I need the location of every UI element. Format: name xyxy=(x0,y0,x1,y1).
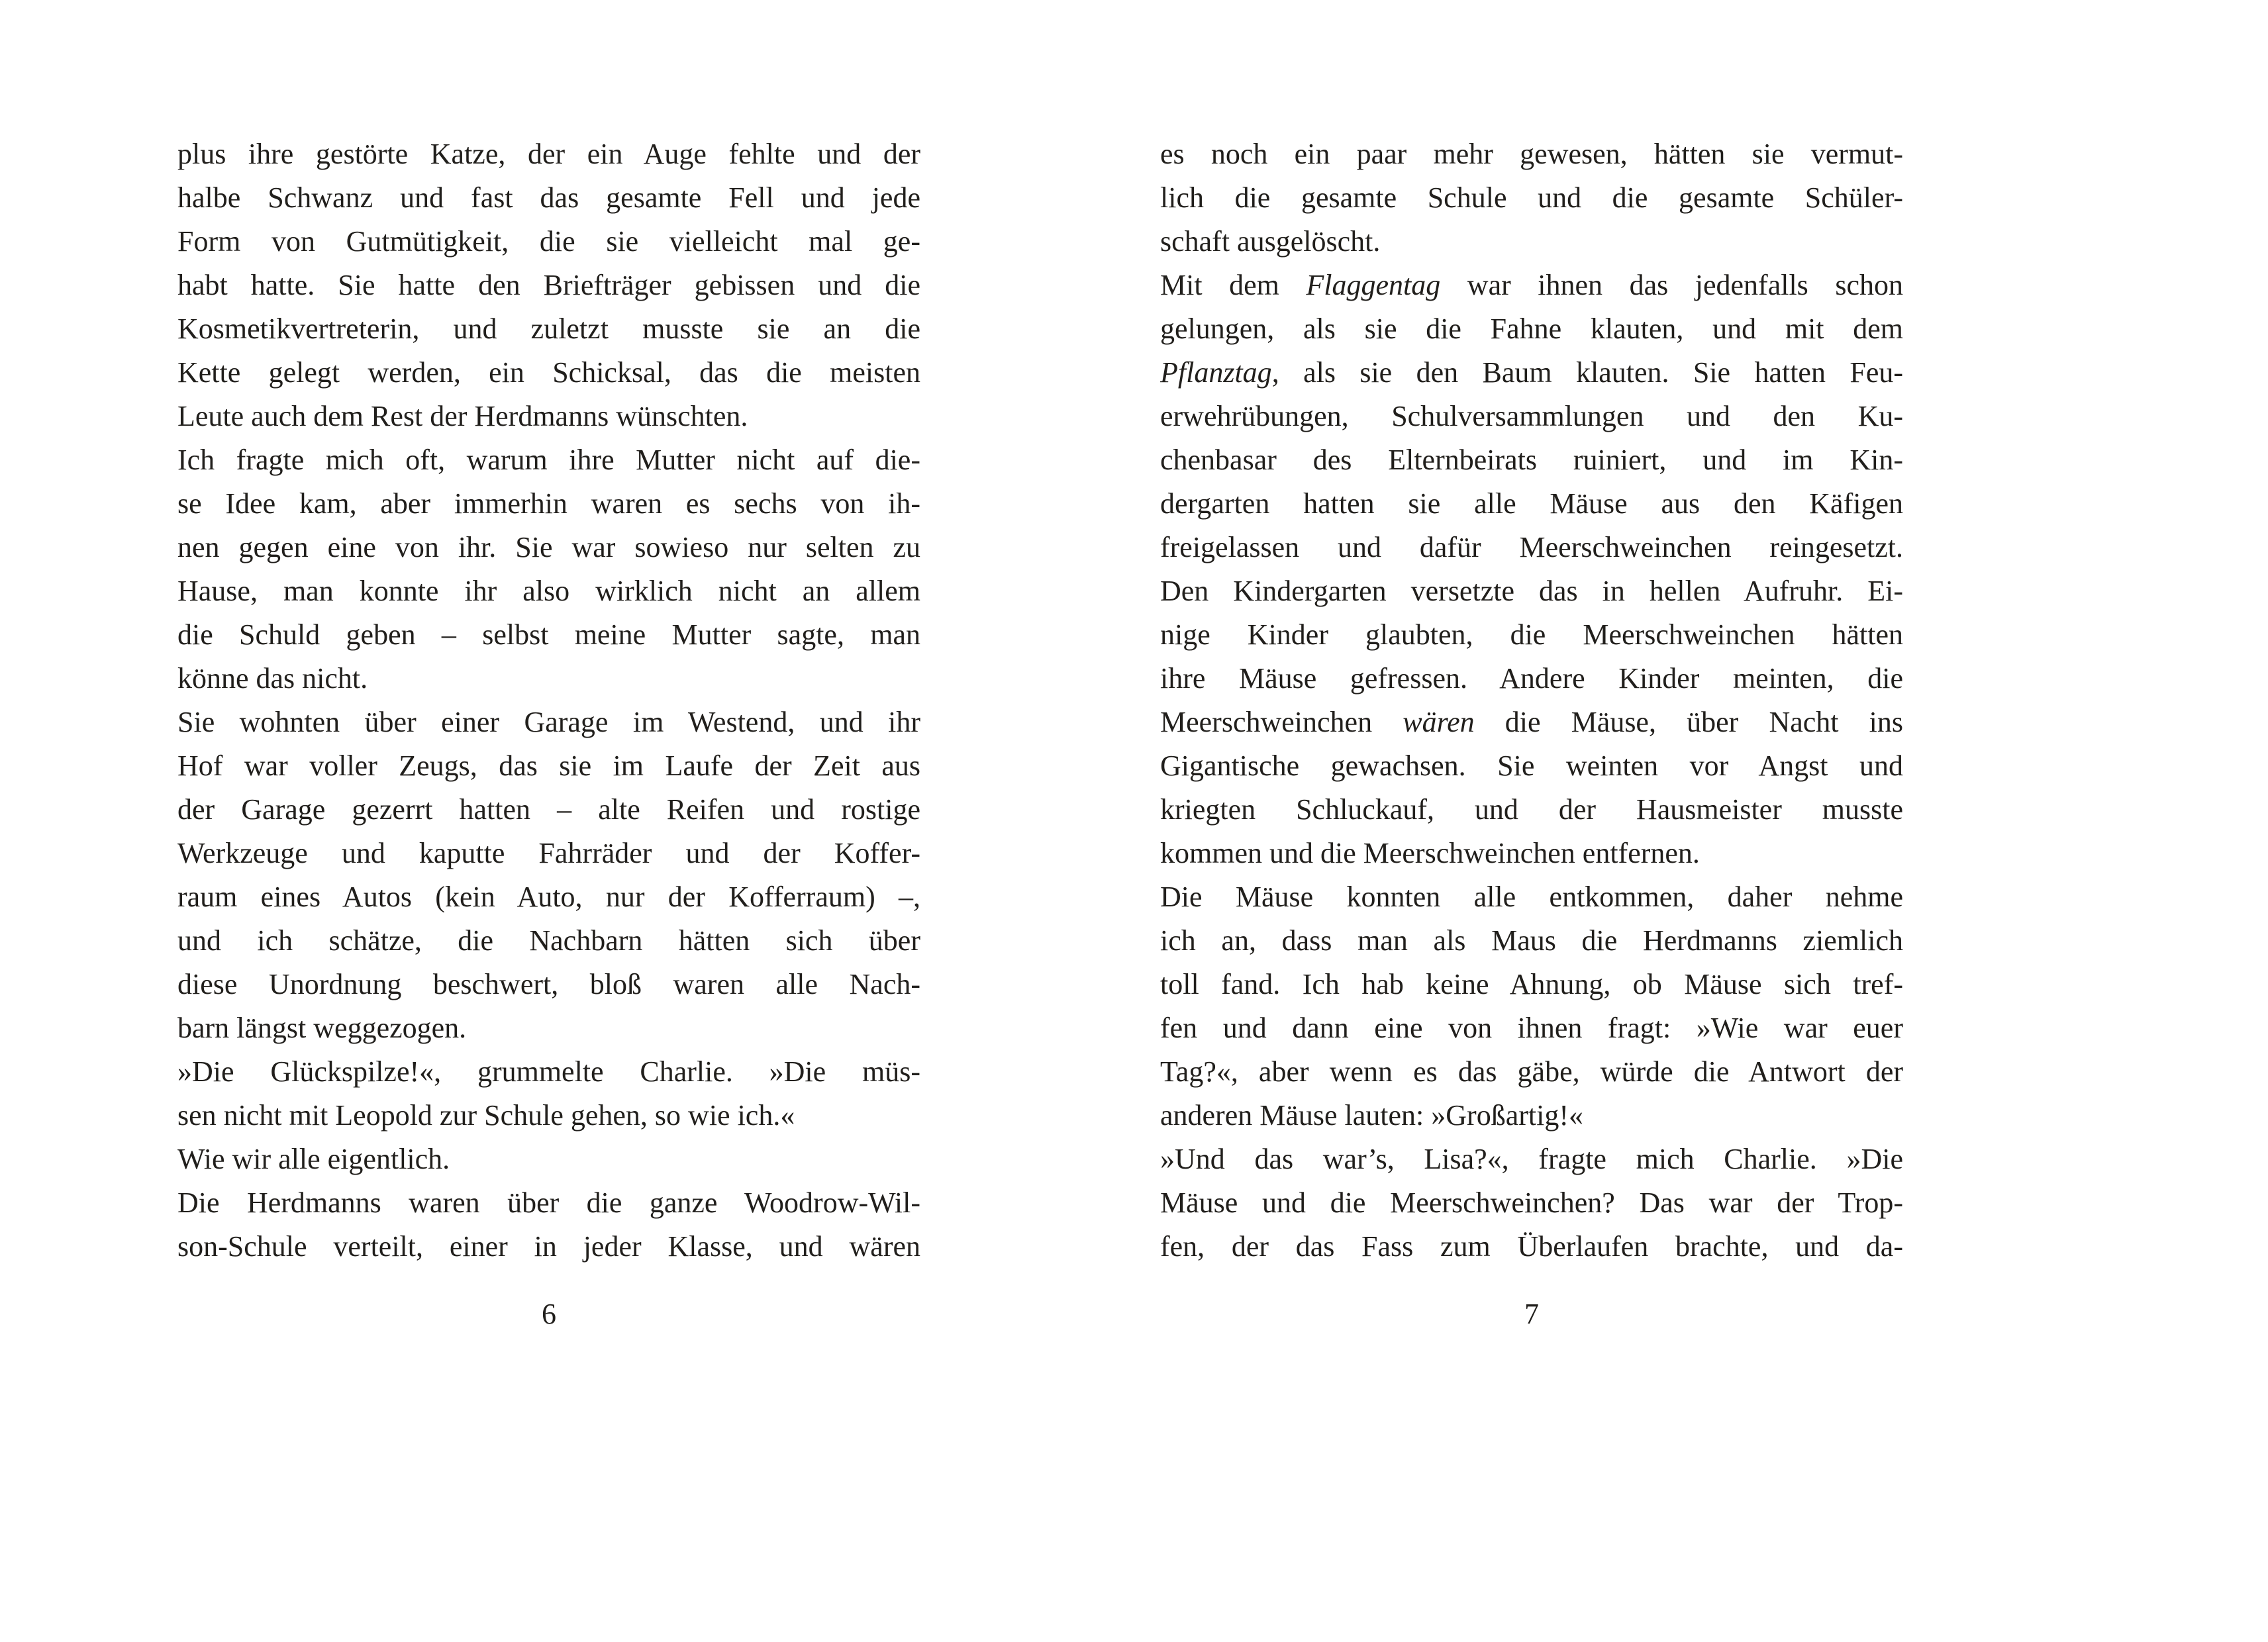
text-line: Den Kindergarten versetzte das in hellen Aufruhr. Ei- xyxy=(1160,575,1903,607)
text-line: kriegten Schluckauf, und der Hausmeister musste xyxy=(1160,793,1903,826)
page-right-text xyxy=(1160,132,1903,1269)
paragraph xyxy=(177,1181,920,1269)
text-line: der Garage gezerrt hatten – alte Reifen und rostige xyxy=(177,793,920,826)
text-line: nen gegen eine von ihr. Sie war sowieso nur selten zu xyxy=(177,531,920,563)
text-line: se Idee kam, aber immerhin waren es sechs von ih- xyxy=(177,487,920,520)
text-line: barn längst weggezogen. xyxy=(177,1012,467,1044)
paragraph xyxy=(1160,132,1903,264)
text-line: fen, der das Fass zum Überlaufen brachte, und da- xyxy=(1160,1230,1903,1263)
text-line: Meerschweinchen wären die Mäuse, über Nacht ins xyxy=(1160,706,1903,738)
text-line: schaft ausgelöscht. xyxy=(1160,225,1381,258)
text-line: Mäuse und die Meerschweinchen? Das war der Trop- xyxy=(1160,1186,1903,1219)
text-line: dergarten hatten sie alle Mäuse aus den Käfigen xyxy=(1160,487,1903,520)
text-line: gelungen, als sie die Fahne klauten, und mit dem xyxy=(1160,313,1903,345)
paragraph xyxy=(177,1050,920,1137)
text-line: fen und dann eine von ihnen fragt: »Wie war euer xyxy=(1160,1012,1903,1044)
text-line: Wie wir alle eigentlich. xyxy=(177,1143,450,1175)
text-line: Die Mäuse konnten alle entkommen, daher nehme xyxy=(1160,881,1903,913)
text-line: Hof war voller Zeugs, das sie im Laufe der Zeit aus xyxy=(177,749,920,782)
text-line: ich an, dass man als Maus die Herdmanns ziemlich xyxy=(1160,924,1903,957)
text-line: könne das nicht. xyxy=(177,662,368,695)
text-line: nige Kinder glaubten, die Meerschweinchen hätten xyxy=(1160,618,1903,651)
page-number: 7 xyxy=(1524,1298,1539,1330)
page-number: 6 xyxy=(542,1298,556,1330)
text-line: Pflanztag, als sie den Baum klauten. Sie hatten Feu- xyxy=(1160,356,1903,389)
paragraph xyxy=(177,700,920,1050)
text-line: es noch ein paar mehr gewesen, hätten sie vermut- xyxy=(1160,138,1903,170)
text-line: chenbasar des Elternbeirats ruiniert, und im Kin- xyxy=(1160,444,1903,476)
text-line: halbe Schwanz und fast das gesamte Fell und jede xyxy=(177,181,920,214)
text-line: Die Herdmanns waren über die ganze Woodrow-Wil- xyxy=(177,1186,920,1219)
page-right xyxy=(1160,132,1903,1336)
text-line: die Schuld geben – selbst meine Mutter sagte, man xyxy=(177,618,920,651)
paragraph xyxy=(1160,875,1903,1137)
text-line: Form von Gutmütigkeit, die sie vielleicht mal ge- xyxy=(177,225,920,258)
text-line: Mit dem Flaggentag war ihnen das jedenfalls schon xyxy=(1160,269,1903,301)
paragraph xyxy=(1160,264,1903,875)
page-left-text xyxy=(177,132,920,1269)
text-line: Kosmetikvertreterin, und zuletzt musste sie an die xyxy=(177,313,920,345)
text-line: habt hatte. Sie hatte den Briefträger gebissen und die xyxy=(177,269,920,301)
text-line: son-Schule verteilt, einer in jeder Klasse, und wären xyxy=(177,1230,920,1263)
text-line: ihre Mäuse gefressen. Andere Kinder meinten, die xyxy=(1160,662,1903,695)
page-left xyxy=(177,132,920,1336)
text-line: Leute auch dem Rest der Herdmanns wünschten. xyxy=(177,400,748,432)
text-line: Werkzeuge und kaputte Fahrräder und der Koffer- xyxy=(177,837,920,869)
text-line: Kette gelegt werden, ein Schicksal, das die meisten xyxy=(177,356,920,389)
text-line: freigelassen und dafür Meerschweinchen reingesetzt. xyxy=(1160,531,1903,563)
text-line: erwehrübungen, Schulversammlungen und den Ku- xyxy=(1160,400,1903,432)
text-line: toll fand. Ich hab keine Ahnung, ob Mäuse sich tref- xyxy=(1160,968,1903,1000)
text-line: diese Unordnung beschwert, bloß waren alle Nach- xyxy=(177,968,920,1000)
paragraph xyxy=(177,132,920,438)
text-line: Sie wohnten über einer Garage im Westend, und ihr xyxy=(177,706,920,738)
text-line: Hause, man konnte ihr also wirklich nicht an allem xyxy=(177,575,920,607)
paragraph xyxy=(177,1137,920,1181)
text-line: Tag?«, aber wenn es das gäbe, würde die Antwort der xyxy=(1160,1055,1903,1088)
text-line: »Und das war’s, Lisa?«, fragte mich Charlie. »Die xyxy=(1160,1143,1903,1175)
text-line: lich die gesamte Schule und die gesamte Schüler- xyxy=(1160,181,1903,214)
text-line: und ich schätze, die Nachbarn hätten sich über xyxy=(177,924,920,957)
text-line: Gigantische gewachsen. Sie weinten vor Angst und xyxy=(1160,749,1903,782)
paragraph xyxy=(1160,1137,1903,1269)
text-line: plus ihre gestörte Katze, der ein Auge fehlte und der xyxy=(177,138,920,170)
text-line: anderen Mäuse lauten: »Großartig!« xyxy=(1160,1099,1583,1132)
text-line: sen nicht mit Leopold zur Schule gehen, so wie ich.« xyxy=(177,1099,795,1132)
text-line: »Die Glückspilze!«, grummelte Charlie. »Die müs- xyxy=(177,1055,920,1088)
paragraph xyxy=(177,438,920,700)
text-line: Ich fragte mich oft, warum ihre Mutter nicht auf die- xyxy=(177,444,920,476)
text-line: kommen und die Meerschweinchen entfernen. xyxy=(1160,837,1700,869)
text-line: raum eines Autos (kein Auto, nur der Kofferraum) –, xyxy=(177,881,920,913)
